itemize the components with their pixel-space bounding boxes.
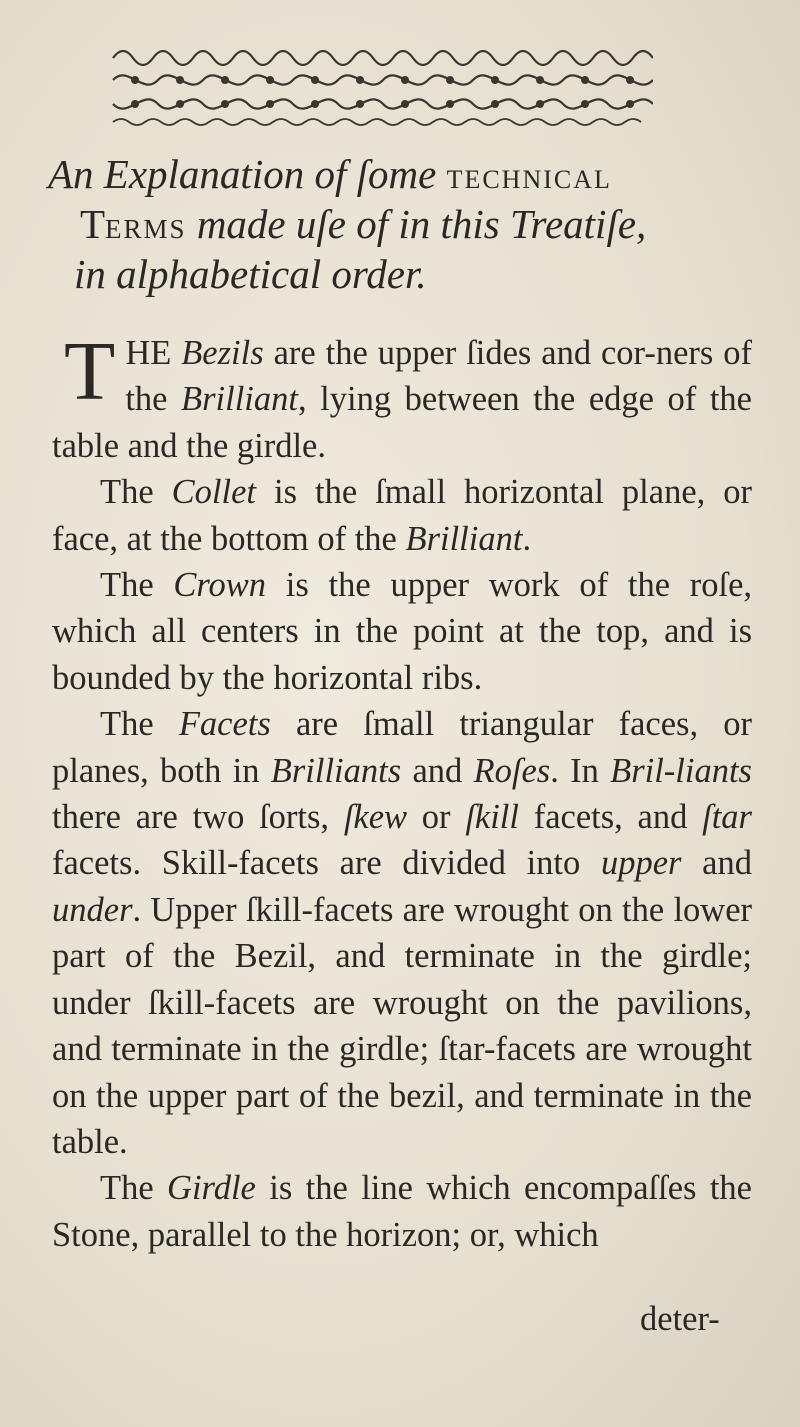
heading-line-1: An Explanation of ſome TECHNICAL (48, 151, 612, 197)
entry-collet: The Collet is the ſmall horizontal plane, or face, at the bottom of the Brilliant. (52, 473, 752, 558)
fleuron-border-ornament-icon (108, 38, 653, 130)
term-collet: Collet (171, 473, 256, 512)
glossary-body (52, 325, 753, 1258)
heading-line-2: TERMS made uſe of in this Treatiſe, (80, 201, 647, 247)
catchword: deter- (640, 1300, 720, 1338)
term-girdle: Girdle (167, 1169, 256, 1208)
term-crown: Crown (173, 566, 267, 605)
term-bezils: Bezils (181, 334, 264, 372)
entry-bezils: THE Bezils are the upper ſides and cor-ners of the Brilliant, lying between the edge of the table and the girdle. (52, 325, 752, 465)
term-facets: Facets (178, 705, 271, 744)
entry-girdle: The Girdle is the line which encompaſſes the Stone, parallel to the horizon; or, which (52, 1169, 752, 1254)
heading-line-3: in alphabetical order. (74, 251, 427, 297)
entry-facets: The Facets are ſmall triangular faces, or planes, both in Brilliants and Roſes. In Bril-liants there are two ſorts, ſkew or ſkill facets, and ſtar facets. Skill-facets are divided into upper and under. Upper ſkill-facets are wrought on the lower part of the Bezil, and terminate in the girdle; under ſkill-facets are wrought on the pavilions, and terminate in the girdle; ſtar-facets are wrought on the upper part of the bezil, and terminate in the table. (52, 705, 752, 1161)
entry-crown: The Crown is the upper work of the roſe, which all centers in the point at the top, and is bounded by the horizontal ribs. (52, 566, 753, 697)
drop-cap: T (64, 325, 116, 418)
